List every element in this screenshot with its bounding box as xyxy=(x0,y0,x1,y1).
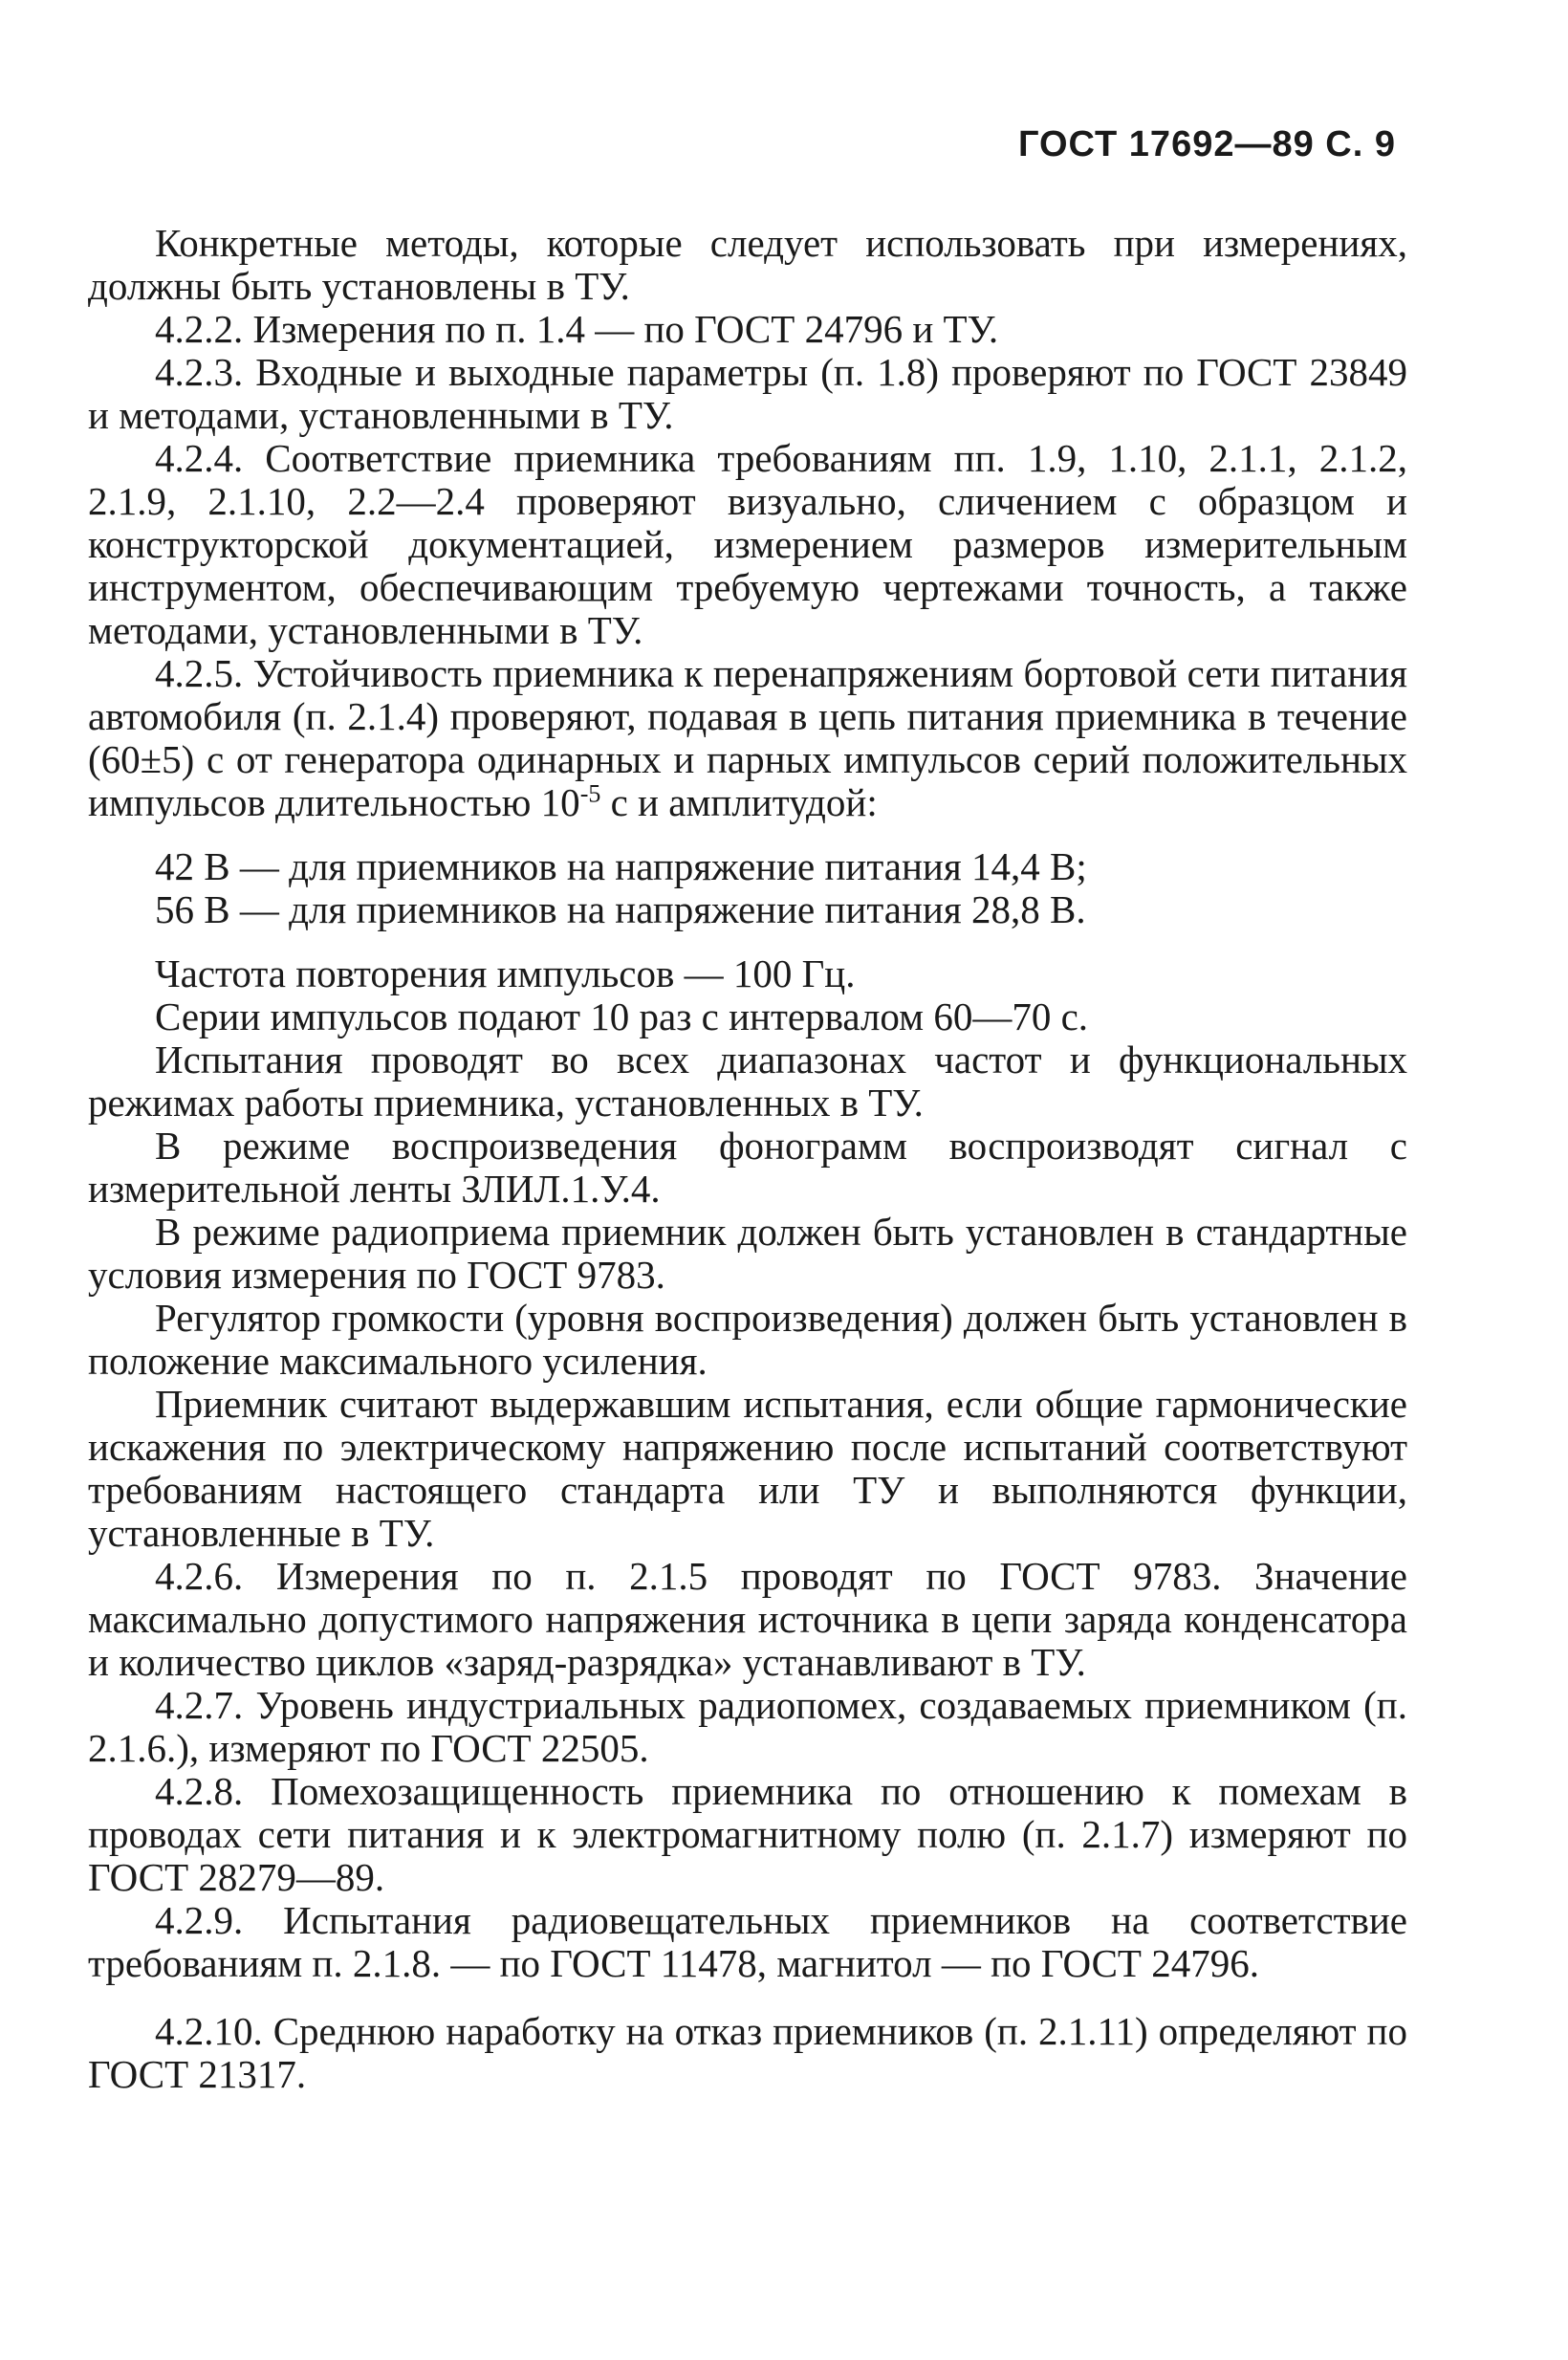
document-body xyxy=(88,222,1407,2096)
paragraph-4-2-10: 4.2.10. Среднюю наработку на отказ приемников (п. 2.1.11) определяют по ГОСТ 21317. xyxy=(88,2009,1407,2096)
paragraph-playback: В режиме воспроизведения фонограмм воспроизводят сигнал с измерительной ленты ЗЛИЛ.1.У.4. xyxy=(88,1124,1407,1211)
paragraph-volume: Регулятор громкости (уровня воспроизведения) должен быть установлен в положение максимального усиления. xyxy=(88,1296,1407,1383)
running-header: ГОСТ 17692—89 С. 9 xyxy=(1017,124,1396,164)
paragraph-4-2-2: 4.2.2. Измерения по п. 1.4 — по ГОСТ 24796 и ТУ. xyxy=(155,307,999,351)
paragraph-4-2-5-tail: с и амплитудой: xyxy=(600,780,878,824)
paragraph-4-2-6: 4.2.6. Измерения по п. 2.1.5 проводят по ГОСТ 9783. Значение максимально допустимого напряжения источника в цепи заряда конденсатора и количество циклов «заряд-разрядка» устанавливают в ТУ. xyxy=(88,1554,1407,1684)
amplitude-line-2: 56 В — для приемников на напряжение питания 28,8 В. xyxy=(155,887,1086,931)
paragraph-frequency: Частота повторения импульсов — 100 Гц. xyxy=(155,951,856,995)
exponent: -5 xyxy=(579,779,601,808)
paragraph-4-2-3: 4.2.3. Входные и выходные параметры (п. 1.8) проверяют по ГОСТ 23849 и методами, установленными в ТУ. xyxy=(88,350,1407,437)
paragraph-4-2-5 xyxy=(88,652,1407,824)
paragraph-4-2-8: 4.2.8. Помехозащищенность приемника по отношению к помехам в проводах сети питания и к электромагнитному полю (п. 2.1.7) измеряют по ГОСТ 28279—89. xyxy=(88,1769,1407,1899)
paragraph-ranges: Испытания проводят во всех диапазонах частот и функциональных режимах работы приемника, установленных в ТУ. xyxy=(88,1038,1407,1125)
paragraph-pass-criteria: Приемник считают выдержавшим испытания, если общие гармонические искажения по электрическому напряжению после испытаний соответствуют требованиям настоящего стандарта или ТУ и выполняются функции, установленные в ТУ. xyxy=(88,1382,1407,1555)
paragraph-4-2-4: 4.2.4. Соответствие приемника требованиям пп. 1.9, 1.10, 2.1.1, 2.1.2, 2.1.9, 2.1.10, 2.2—2.4 проверяют визуально, сличением с образцом и конструкторской документацией, измерением размеров измерительным инструментом, обеспечивающим требуемую чертежами точность, а также методами, установленными в ТУ. xyxy=(88,436,1407,652)
amplitude-line-1: 42 В — для приемников на напряжение питания 14,4 В; xyxy=(155,844,1087,888)
paragraph-4-2-5-text: 4.2.5. Устойчивость приемника к перенапряжениям бортовой сети питания автомобиля (п. 2.1.4) проверяют, подавая в цепь питания приемника в течение (60±5) с от генератора одинарных и парных импульсов серий положительных импульсов длительностью 10 xyxy=(88,651,1407,824)
paragraph-methods: Конкретные методы, которые следует использовать при измерениях, должны быть установлены в ТУ. xyxy=(88,221,1407,308)
paragraph-radio: В режиме радиоприема приемник должен быть установлен в стандартные условия измерения по ГОСТ 9783. xyxy=(88,1210,1407,1297)
paragraph-4-2-7: 4.2.7. Уровень индустриальных радиопомех, создаваемых приемником (п. 2.1.6.), измеряют по ГОСТ 22505. xyxy=(88,1683,1407,1770)
paragraph-4-2-9: 4.2.9. Испытания радиовещательных приемников на соответствие требованиям п. 2.1.8. — по ГОСТ 11478, магнитол — по ГОСТ 24796. xyxy=(88,1898,1407,1985)
paragraph-series: Серии импульсов подают 10 раз с интервалом 60—70 с. xyxy=(155,994,1089,1038)
